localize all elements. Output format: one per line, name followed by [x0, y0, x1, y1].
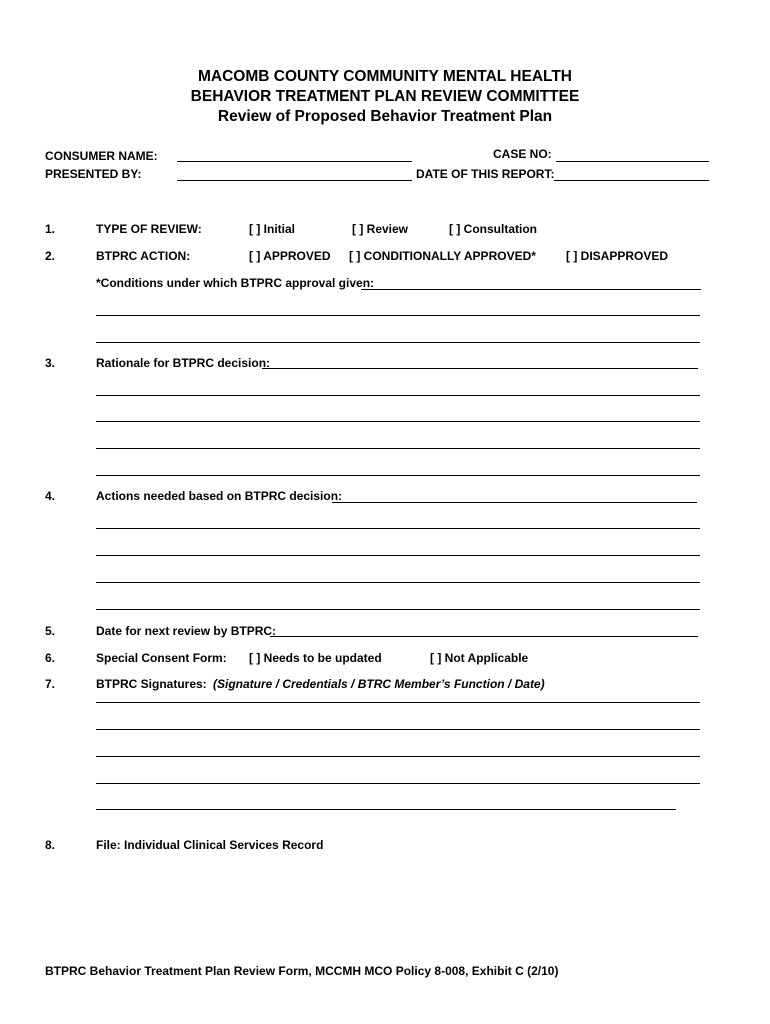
- type-consultation-checkbox[interactable]: [ ] Consultation: [449, 222, 537, 236]
- actions-needed-line[interactable]: [96, 528, 700, 529]
- conditions-field[interactable]: [361, 289, 701, 290]
- actions-needed-field[interactable]: [332, 502, 697, 503]
- conditions-line[interactable]: [96, 342, 700, 343]
- presented-by-field[interactable]: [177, 180, 412, 181]
- conditions-line[interactable]: [96, 315, 700, 316]
- special-consent-label: Special Consent Form:: [96, 651, 227, 665]
- file-label: File: Individual Clinical Services Record: [96, 838, 324, 852]
- item-number-6: 6.: [45, 651, 56, 665]
- date-of-report-label: DATE OF THIS REPORT:: [416, 167, 555, 181]
- item-number-8: 8.: [45, 838, 56, 852]
- consumer-name-field[interactable]: [177, 161, 412, 162]
- form-title-subject: Review of Proposed Behavior Treatment Plan: [217, 108, 553, 125]
- signature-line[interactable]: [96, 702, 700, 703]
- form-title-org: MACOMB COUNTY COMMUNITY MENTAL HEALTH: [198, 68, 572, 85]
- item-number-5: 5.: [45, 624, 56, 638]
- item-number-4: 4.: [45, 489, 56, 503]
- actions-needed-line[interactable]: [96, 609, 700, 610]
- type-initial-checkbox[interactable]: [ ] Initial: [249, 222, 295, 236]
- presented-by-label: PRESENTED BY:: [45, 167, 142, 181]
- signatures-label: BTPRC Signatures:: [96, 677, 207, 691]
- action-conditional-checkbox[interactable]: [ ] CONDITIONALLY APPROVED*: [349, 249, 536, 263]
- signature-line[interactable]: [96, 756, 700, 757]
- next-review-field[interactable]: [270, 636, 698, 637]
- footer-citation: BTPRC Behavior Treatment Plan Review Form, MCCMH MCO Policy 8-008, Exhibit C (2/10): [45, 964, 559, 978]
- date-of-report-field[interactable]: [554, 180, 709, 181]
- rationale-line[interactable]: [96, 448, 700, 449]
- item-number-7: 7.: [45, 677, 56, 691]
- rationale-label: Rationale for BTPRC decision:: [96, 356, 271, 370]
- actions-needed-line[interactable]: [96, 582, 700, 583]
- signatures-hint: (Signature / Credentials / BTRC Member’s Function / Date): [213, 677, 545, 691]
- btprc-action-label: BTPRC ACTION:: [96, 249, 191, 263]
- rationale-line[interactable]: [96, 421, 700, 422]
- rationale-line[interactable]: [96, 395, 700, 396]
- action-disapproved-checkbox[interactable]: [ ] DISAPPROVED: [566, 249, 669, 263]
- item-number-2: 2.: [45, 249, 56, 263]
- signature-line[interactable]: [96, 729, 700, 730]
- next-review-label: Date for next review by BTPRC:: [96, 624, 277, 638]
- rationale-field[interactable]: [262, 368, 698, 369]
- case-no-label: CASE NO:: [493, 147, 552, 161]
- actions-needed-line[interactable]: [96, 555, 700, 556]
- signature-line[interactable]: [96, 783, 700, 784]
- case-no-field[interactable]: [556, 161, 709, 162]
- consumer-name-label: CONSUMER NAME:: [45, 149, 158, 163]
- signature-line[interactable]: [96, 809, 676, 810]
- consent-na-checkbox[interactable]: [ ] Not Applicable: [430, 651, 529, 665]
- type-review-checkbox[interactable]: [ ] Review: [352, 222, 409, 236]
- actions-needed-label: Actions needed based on BTPRC decision:: [96, 489, 343, 503]
- form-title-committee: BEHAVIOR TREATMENT PLAN REVIEW COMMITTEE: [190, 88, 580, 105]
- conditions-label: *Conditions under which BTPRC approval given:: [96, 276, 375, 290]
- item-number-3: 3.: [45, 356, 56, 370]
- consent-update-checkbox[interactable]: [ ] Needs to be updated: [249, 651, 382, 665]
- action-approved-checkbox[interactable]: [ ] APPROVED: [249, 249, 331, 263]
- item-number-1: 1.: [45, 222, 56, 236]
- type-of-review-label: TYPE OF REVIEW:: [96, 222, 202, 236]
- rationale-line[interactable]: [96, 475, 700, 476]
